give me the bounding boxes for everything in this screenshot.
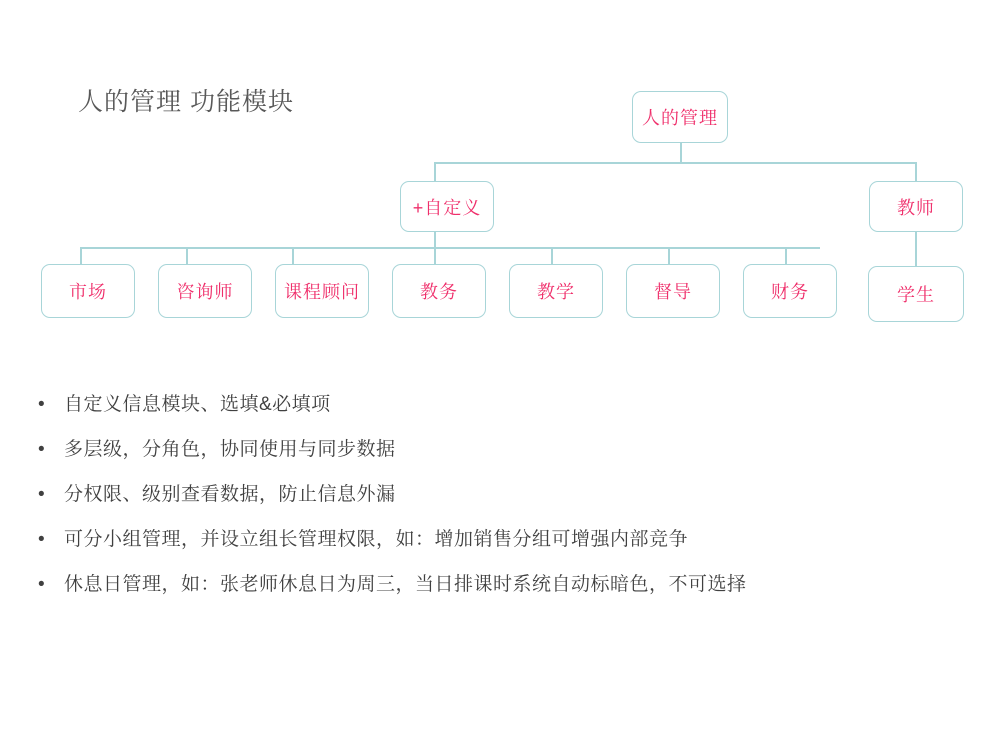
connector-teacher-to-student xyxy=(915,232,917,266)
connector-drop-caiwu xyxy=(785,247,787,264)
bullet-text: 多层级，分角色，协同使用与同步数据 xyxy=(64,439,396,460)
node-zixunshi[interactable] xyxy=(158,264,252,318)
node-teacher-label: 教师 xyxy=(897,197,935,218)
bullet-text: 自定义信息模块、选填&必填项 xyxy=(64,394,331,415)
connector-level3-bus xyxy=(80,247,820,249)
node-xuesheng-label: 学生 xyxy=(897,285,935,305)
bullet-marker: • xyxy=(38,394,45,415)
node-dudao[interactable] xyxy=(626,264,720,318)
connector-drop-dudao xyxy=(668,247,670,264)
node-zixunshi-label: 咨询师 xyxy=(176,282,234,302)
node-teacher[interactable] xyxy=(869,181,963,232)
page-title: 人的管理 功能模块 xyxy=(78,88,294,116)
connector-root-down xyxy=(680,143,682,163)
node-kecheng-guwen-label: 课程顾问 xyxy=(284,282,360,302)
bullet-text: 分权限、级别查看数据，防止信息外漏 xyxy=(64,484,396,505)
node-shichang-label: 市场 xyxy=(69,282,107,302)
node-custom[interactable] xyxy=(400,181,494,232)
bullet-text: 休息日管理，如：张老师休息日为周三，当日排课时系统自动标暗色，不可选择 xyxy=(64,574,747,595)
list-item xyxy=(38,572,978,598)
node-custom-label: +自定义 xyxy=(412,197,482,218)
node-caiwu[interactable] xyxy=(743,264,837,318)
list-item xyxy=(38,482,978,508)
list-item xyxy=(38,392,978,418)
node-jiaoxue[interactable] xyxy=(509,264,603,318)
connector-level2-bus xyxy=(434,162,916,164)
node-caiwu-label: 财务 xyxy=(771,282,809,302)
node-dudao-label: 督导 xyxy=(654,282,692,302)
node-jiaoxue-label: 教学 xyxy=(537,282,575,302)
connector-drop-jiaoxue xyxy=(551,247,553,264)
connector-drop-kechenggw xyxy=(292,247,294,264)
node-root-label: 人的管理 xyxy=(642,108,718,128)
list-item xyxy=(38,527,978,553)
list-item xyxy=(38,437,978,463)
bullet-marker: • xyxy=(38,484,45,505)
node-root[interactable] xyxy=(632,91,728,143)
connector-drop-jiaowu xyxy=(434,247,436,264)
connector-drop-zixunshi xyxy=(186,247,188,264)
connector-to-teacher xyxy=(915,162,917,182)
node-jiaowu[interactable] xyxy=(392,264,486,318)
bullet-marker: • xyxy=(38,529,45,550)
bullet-text: 可分小组管理，并设立组长管理权限，如：增加销售分组可增强内部竞争 xyxy=(64,529,689,550)
node-shichang[interactable] xyxy=(41,264,135,318)
bullet-list xyxy=(38,392,978,617)
node-xuesheng[interactable] xyxy=(868,266,964,322)
connector-drop-shichang xyxy=(80,247,82,264)
connector-to-custom xyxy=(434,162,436,182)
bullet-marker: • xyxy=(38,439,45,460)
connector-custom-down xyxy=(434,232,436,248)
bullet-marker: • xyxy=(38,574,45,595)
node-jiaowu-label: 教务 xyxy=(420,282,458,302)
node-kecheng-guwen[interactable] xyxy=(275,264,369,318)
